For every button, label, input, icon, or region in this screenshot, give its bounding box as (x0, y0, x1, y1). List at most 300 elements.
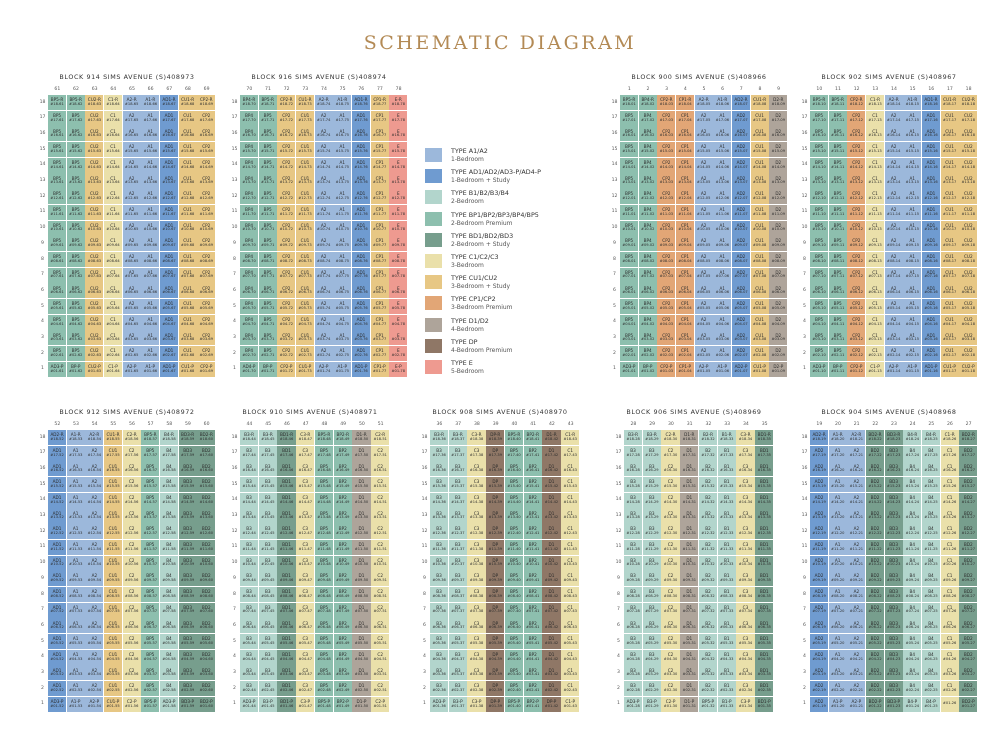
unit-cell[interactable] (334, 650, 352, 665)
unit-cell[interactable] (371, 477, 389, 492)
unit-cell[interactable] (85, 299, 103, 314)
unit-cell[interactable] (941, 299, 959, 314)
unit-cell[interactable] (676, 268, 694, 283)
unit-cell[interactable] (755, 618, 773, 633)
unit-cell[interactable] (371, 142, 389, 157)
unit-cell[interactable] (197, 493, 215, 508)
unit-cell[interactable] (123, 461, 141, 476)
unit-cell[interactable] (389, 315, 407, 330)
unit-cell[interactable] (259, 362, 277, 377)
unit-cell[interactable] (829, 205, 847, 220)
unit-cell[interactable] (179, 618, 197, 633)
unit-cell[interactable] (123, 362, 141, 377)
unit-cell[interactable] (885, 571, 903, 586)
unit-cell[interactable] (160, 346, 178, 361)
unit-cell[interactable] (240, 126, 258, 141)
unit-cell[interactable] (639, 111, 657, 126)
unit-cell[interactable] (661, 430, 679, 445)
unit-cell[interactable] (866, 158, 884, 173)
unit-cell[interactable] (371, 346, 389, 361)
unit-cell[interactable] (85, 158, 103, 173)
unit-cell[interactable] (85, 142, 103, 157)
unit-cell[interactable] (676, 95, 694, 110)
unit-cell[interactable] (885, 556, 903, 571)
unit-cell[interactable] (85, 268, 103, 283)
unit-cell[interactable] (67, 571, 85, 586)
unit-cell[interactable] (922, 477, 940, 492)
unit-cell[interactable] (561, 618, 579, 633)
unit-cell[interactable] (315, 650, 333, 665)
unit-cell[interactable] (160, 524, 178, 539)
unit-cell[interactable] (160, 158, 178, 173)
unit-cell[interactable] (542, 634, 560, 649)
unit-cell[interactable] (941, 252, 959, 267)
unit-cell[interactable] (639, 283, 657, 298)
unit-cell[interactable] (179, 189, 197, 204)
unit-cell[interactable] (259, 315, 277, 330)
unit-cell[interactable] (524, 508, 542, 523)
unit-cell[interactable] (732, 346, 750, 361)
unit-cell[interactable] (903, 362, 921, 377)
unit-cell[interactable] (371, 299, 389, 314)
unit-cell[interactable] (941, 268, 959, 283)
unit-cell[interactable] (676, 126, 694, 141)
unit-cell[interactable] (847, 603, 865, 618)
unit-cell[interactable] (643, 508, 661, 523)
unit-cell[interactable] (505, 697, 523, 712)
unit-cell[interactable] (240, 681, 258, 696)
unit-cell[interactable] (67, 556, 85, 571)
unit-cell[interactable] (48, 95, 66, 110)
unit-cell[interactable] (561, 665, 579, 680)
unit-cell[interactable] (197, 556, 215, 571)
unit-cell[interactable] (561, 650, 579, 665)
unit-cell[interactable] (769, 283, 787, 298)
unit-cell[interactable] (277, 587, 295, 602)
unit-cell[interactable] (941, 697, 959, 712)
unit-cell[interactable] (829, 493, 847, 508)
unit-cell[interactable] (941, 430, 959, 445)
unit-cell[interactable] (67, 524, 85, 539)
unit-cell[interactable] (240, 634, 258, 649)
unit-cell[interactable] (85, 95, 103, 110)
unit-cell[interactable] (829, 665, 847, 680)
unit-cell[interactable] (847, 477, 865, 492)
unit-cell[interactable] (755, 524, 773, 539)
unit-cell[interactable] (922, 524, 940, 539)
unit-cell[interactable] (643, 524, 661, 539)
unit-cell[interactable] (104, 346, 122, 361)
unit-cell[interactable] (755, 477, 773, 492)
unit-cell[interactable] (467, 665, 485, 680)
unit-cell[interactable] (866, 446, 884, 461)
unit-cell[interactable] (352, 142, 370, 157)
unit-cell[interactable] (104, 252, 122, 267)
unit-cell[interactable] (542, 540, 560, 555)
unit-cell[interactable] (561, 634, 579, 649)
unit-cell[interactable] (104, 236, 122, 251)
unit-cell[interactable] (657, 189, 675, 204)
unit-cell[interactable] (296, 346, 314, 361)
unit-cell[interactable] (732, 252, 750, 267)
unit-cell[interactable] (524, 650, 542, 665)
unit-cell[interactable] (624, 681, 642, 696)
unit-cell[interactable] (315, 524, 333, 539)
unit-cell[interactable] (123, 587, 141, 602)
unit-cell[interactable] (277, 158, 295, 173)
unit-cell[interactable] (389, 236, 407, 251)
unit-cell[interactable] (371, 587, 389, 602)
unit-cell[interactable] (885, 446, 903, 461)
unit-cell[interactable] (259, 189, 277, 204)
unit-cell[interactable] (486, 650, 504, 665)
unit-cell[interactable] (259, 283, 277, 298)
unit-cell[interactable] (141, 681, 159, 696)
unit-cell[interactable] (352, 524, 370, 539)
unit-cell[interactable] (352, 681, 370, 696)
unit-cell[interactable] (847, 571, 865, 586)
unit-cell[interactable] (315, 126, 333, 141)
unit-cell[interactable] (85, 697, 103, 712)
unit-cell[interactable] (680, 571, 698, 586)
unit-cell[interactable] (277, 346, 295, 361)
unit-cell[interactable] (903, 158, 921, 173)
unit-cell[interactable] (542, 446, 560, 461)
unit-cell[interactable] (736, 618, 754, 633)
unit-cell[interactable] (104, 665, 122, 680)
unit-cell[interactable] (123, 477, 141, 492)
unit-cell[interactable] (486, 697, 504, 712)
unit-cell[interactable] (352, 283, 370, 298)
unit-cell[interactable] (160, 587, 178, 602)
unit-cell[interactable] (847, 556, 865, 571)
unit-cell[interactable] (713, 111, 731, 126)
unit-cell[interactable] (847, 158, 865, 173)
unit-cell[interactable] (561, 446, 579, 461)
unit-cell[interactable] (695, 252, 713, 267)
unit-cell[interactable] (713, 346, 731, 361)
unit-cell[interactable] (85, 665, 103, 680)
unit-cell[interactable] (240, 299, 258, 314)
unit-cell[interactable] (352, 189, 370, 204)
unit-cell[interactable] (449, 571, 467, 586)
unit-cell[interactable] (123, 346, 141, 361)
unit-cell[interactable] (160, 236, 178, 251)
unit-cell[interactable] (259, 236, 277, 251)
unit-cell[interactable] (48, 477, 66, 492)
unit-cell[interactable] (67, 540, 85, 555)
unit-cell[interactable] (736, 650, 754, 665)
unit-cell[interactable] (389, 252, 407, 267)
unit-cell[interactable] (160, 430, 178, 445)
unit-cell[interactable] (334, 603, 352, 618)
unit-cell[interactable] (829, 681, 847, 696)
unit-cell[interactable] (769, 362, 787, 377)
unit-cell[interactable] (160, 493, 178, 508)
unit-cell[interactable] (695, 283, 713, 298)
unit-cell[interactable] (123, 650, 141, 665)
unit-cell[interactable] (620, 362, 638, 377)
unit-cell[interactable] (751, 236, 769, 251)
unit-cell[interactable] (352, 362, 370, 377)
unit-cell[interactable] (197, 189, 215, 204)
unit-cell[interactable] (315, 430, 333, 445)
unit-cell[interactable] (941, 111, 959, 126)
unit-cell[interactable] (85, 330, 103, 345)
unit-cell[interactable] (505, 477, 523, 492)
unit-cell[interactable] (657, 315, 675, 330)
unit-cell[interactable] (123, 173, 141, 188)
unit-cell[interactable] (751, 95, 769, 110)
unit-cell[interactable] (315, 665, 333, 680)
unit-cell[interactable] (542, 524, 560, 539)
unit-cell[interactable] (941, 587, 959, 602)
unit-cell[interactable] (736, 587, 754, 602)
unit-cell[interactable] (277, 681, 295, 696)
unit-cell[interactable] (334, 634, 352, 649)
unit-cell[interactable] (179, 158, 197, 173)
unit-cell[interactable] (334, 540, 352, 555)
unit-cell[interactable] (352, 461, 370, 476)
unit-cell[interactable] (885, 283, 903, 298)
unit-cell[interactable] (620, 189, 638, 204)
unit-cell[interactable] (810, 508, 828, 523)
unit-cell[interactable] (277, 205, 295, 220)
unit-cell[interactable] (430, 430, 448, 445)
unit-cell[interactable] (657, 330, 675, 345)
unit-cell[interactable] (123, 205, 141, 220)
unit-cell[interactable] (141, 173, 159, 188)
unit-cell[interactable] (657, 126, 675, 141)
unit-cell[interactable] (542, 618, 560, 633)
unit-cell[interactable] (296, 283, 314, 298)
unit-cell[interactable] (866, 508, 884, 523)
unit-cell[interactable] (67, 221, 85, 236)
unit-cell[interactable] (695, 299, 713, 314)
unit-cell[interactable] (48, 158, 66, 173)
unit-cell[interactable] (430, 650, 448, 665)
unit-cell[interactable] (48, 540, 66, 555)
unit-cell[interactable] (85, 634, 103, 649)
unit-cell[interactable] (197, 477, 215, 492)
unit-cell[interactable] (713, 283, 731, 298)
unit-cell[interactable] (123, 221, 141, 236)
unit-cell[interactable] (48, 299, 66, 314)
unit-cell[interactable] (179, 315, 197, 330)
unit-cell[interactable] (941, 524, 959, 539)
unit-cell[interactable] (240, 603, 258, 618)
unit-cell[interactable] (467, 508, 485, 523)
unit-cell[interactable] (67, 650, 85, 665)
unit-cell[interactable] (85, 650, 103, 665)
unit-cell[interactable] (371, 603, 389, 618)
unit-cell[interactable] (736, 477, 754, 492)
unit-cell[interactable] (160, 111, 178, 126)
unit-cell[interactable] (810, 477, 828, 492)
unit-cell[interactable] (67, 681, 85, 696)
unit-cell[interactable] (315, 477, 333, 492)
unit-cell[interactable] (85, 205, 103, 220)
unit-cell[interactable] (736, 493, 754, 508)
unit-cell[interactable] (141, 430, 159, 445)
unit-cell[interactable] (959, 330, 977, 345)
unit-cell[interactable] (333, 315, 351, 330)
unit-cell[interactable] (736, 556, 754, 571)
unit-cell[interactable] (67, 508, 85, 523)
unit-cell[interactable] (829, 299, 847, 314)
unit-cell[interactable] (620, 283, 638, 298)
unit-cell[interactable] (48, 556, 66, 571)
unit-cell[interactable] (713, 252, 731, 267)
unit-cell[interactable] (736, 524, 754, 539)
unit-cell[interactable] (296, 430, 314, 445)
unit-cell[interactable] (296, 493, 314, 508)
unit-cell[interactable] (277, 126, 295, 141)
unit-cell[interactable] (449, 430, 467, 445)
unit-cell[interactable] (197, 205, 215, 220)
unit-cell[interactable] (141, 477, 159, 492)
unit-cell[interactable] (48, 446, 66, 461)
unit-cell[interactable] (67, 299, 85, 314)
unit-cell[interactable] (847, 697, 865, 712)
unit-cell[interactable] (620, 126, 638, 141)
unit-cell[interactable] (333, 221, 351, 236)
unit-cell[interactable] (903, 556, 921, 571)
unit-cell[interactable] (352, 315, 370, 330)
unit-cell[interactable] (561, 524, 579, 539)
unit-cell[interactable] (624, 634, 642, 649)
unit-cell[interactable] (141, 618, 159, 633)
unit-cell[interactable] (277, 508, 295, 523)
unit-cell[interactable] (259, 587, 277, 602)
unit-cell[interactable] (829, 95, 847, 110)
unit-cell[interactable] (885, 681, 903, 696)
unit-cell[interactable] (315, 111, 333, 126)
unit-cell[interactable] (277, 477, 295, 492)
unit-cell[interactable] (885, 524, 903, 539)
unit-cell[interactable] (259, 477, 277, 492)
unit-cell[interactable] (352, 299, 370, 314)
unit-cell[interactable] (141, 524, 159, 539)
unit-cell[interactable] (751, 299, 769, 314)
unit-cell[interactable] (885, 189, 903, 204)
unit-cell[interactable] (885, 362, 903, 377)
unit-cell[interactable] (847, 111, 865, 126)
unit-cell[interactable] (259, 540, 277, 555)
unit-cell[interactable] (371, 508, 389, 523)
unit-cell[interactable] (751, 189, 769, 204)
unit-cell[interactable] (695, 189, 713, 204)
unit-cell[interactable] (334, 477, 352, 492)
unit-cell[interactable] (941, 446, 959, 461)
unit-cell[interactable] (620, 95, 638, 110)
unit-cell[interactable] (922, 268, 940, 283)
unit-cell[interactable] (352, 493, 370, 508)
unit-cell[interactable] (123, 556, 141, 571)
unit-cell[interactable] (829, 556, 847, 571)
unit-cell[interactable] (85, 111, 103, 126)
unit-cell[interactable] (922, 571, 940, 586)
unit-cell[interactable] (810, 173, 828, 188)
unit-cell[interactable] (941, 540, 959, 555)
unit-cell[interactable] (389, 173, 407, 188)
unit-cell[interactable] (67, 268, 85, 283)
unit-cell[interactable] (334, 618, 352, 633)
unit-cell[interactable] (903, 221, 921, 236)
unit-cell[interactable] (903, 330, 921, 345)
unit-cell[interactable] (48, 330, 66, 345)
unit-cell[interactable] (866, 665, 884, 680)
unit-cell[interactable] (624, 587, 642, 602)
unit-cell[interactable] (643, 461, 661, 476)
unit-cell[interactable] (85, 430, 103, 445)
unit-cell[interactable] (661, 556, 679, 571)
unit-cell[interactable] (333, 189, 351, 204)
unit-cell[interactable] (959, 508, 977, 523)
unit-cell[interactable] (661, 681, 679, 696)
unit-cell[interactable] (751, 126, 769, 141)
unit-cell[interactable] (315, 236, 333, 251)
unit-cell[interactable] (85, 346, 103, 361)
unit-cell[interactable] (296, 556, 314, 571)
unit-cell[interactable] (160, 221, 178, 236)
unit-cell[interactable] (430, 697, 448, 712)
unit-cell[interactable] (524, 461, 542, 476)
unit-cell[interactable] (85, 362, 103, 377)
unit-cell[interactable] (259, 603, 277, 618)
unit-cell[interactable] (699, 665, 717, 680)
unit-cell[interactable] (371, 236, 389, 251)
unit-cell[interactable] (847, 142, 865, 157)
unit-cell[interactable] (179, 650, 197, 665)
unit-cell[interactable] (847, 205, 865, 220)
unit-cell[interactable] (866, 493, 884, 508)
unit-cell[interactable] (524, 540, 542, 555)
unit-cell[interactable] (141, 603, 159, 618)
unit-cell[interactable] (847, 587, 865, 602)
unit-cell[interactable] (959, 477, 977, 492)
unit-cell[interactable] (755, 697, 773, 712)
unit-cell[interactable] (624, 618, 642, 633)
unit-cell[interactable] (333, 283, 351, 298)
unit-cell[interactable] (67, 634, 85, 649)
unit-cell[interactable] (141, 111, 159, 126)
unit-cell[interactable] (829, 221, 847, 236)
unit-cell[interactable] (505, 650, 523, 665)
unit-cell[interactable] (903, 571, 921, 586)
unit-cell[interactable] (486, 477, 504, 492)
unit-cell[interactable] (486, 571, 504, 586)
unit-cell[interactable] (561, 430, 579, 445)
unit-cell[interactable] (718, 508, 736, 523)
unit-cell[interactable] (104, 603, 122, 618)
unit-cell[interactable] (197, 142, 215, 157)
unit-cell[interactable] (885, 477, 903, 492)
unit-cell[interactable] (620, 111, 638, 126)
unit-cell[interactable] (296, 95, 314, 110)
unit-cell[interactable] (296, 524, 314, 539)
unit-cell[interactable] (736, 446, 754, 461)
unit-cell[interactable] (699, 618, 717, 633)
unit-cell[interactable] (922, 95, 940, 110)
unit-cell[interactable] (48, 221, 66, 236)
unit-cell[interactable] (885, 315, 903, 330)
unit-cell[interactable] (542, 508, 560, 523)
unit-cell[interactable] (680, 540, 698, 555)
unit-cell[interactable] (732, 236, 750, 251)
unit-cell[interactable] (866, 618, 884, 633)
unit-cell[interactable] (259, 111, 277, 126)
